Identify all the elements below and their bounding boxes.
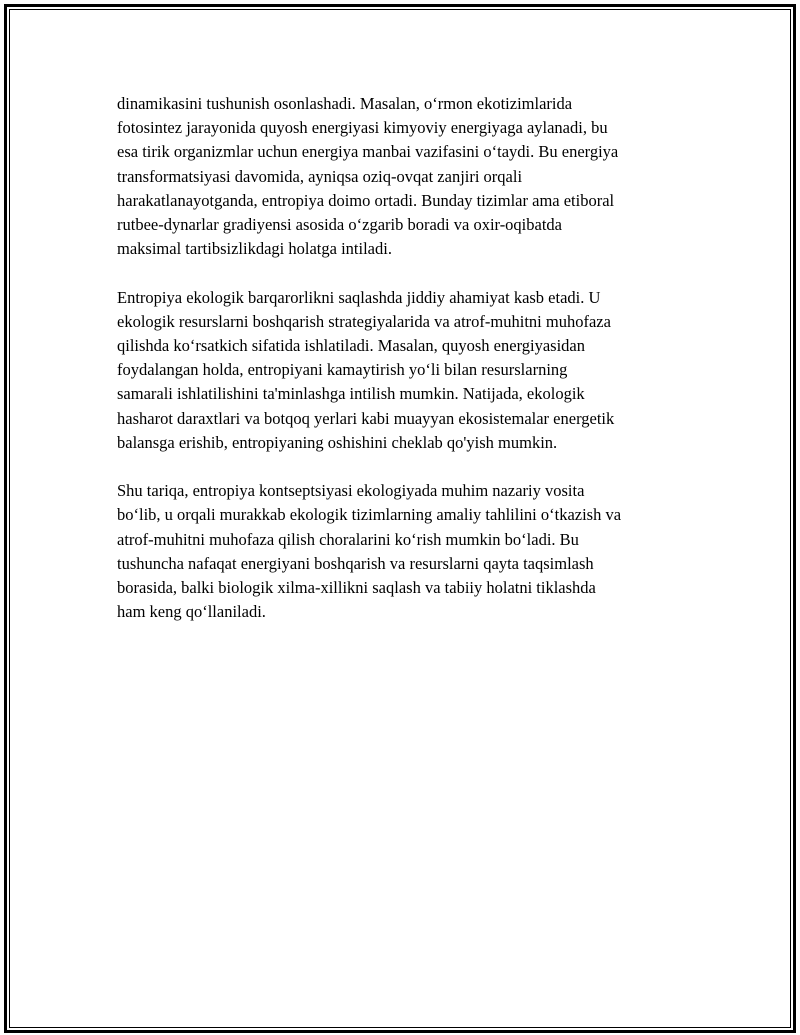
paragraph-1: dinamikasini tushunish osonlashadi. Masalan, o‘rmon ekotizimlarida fotosintez jarayonida quyosh energiyasi kimyoviy energiyaga aylanadi, bu esa tirik organizmlar uchun energiya manbai vazifasini o‘taydi. Bu energiya transformatsiyasi davomida, ayniqsa oziq-ovqat zanjiri orqali harakatlanayotganda, entropiya doimo ortadi. Bunday tizimlar ama etiboral rutbee-dynarlar gradiyensi asosida o‘zgarib boradi va oxir-oqibatda maksimal tartibsizlikdagi holatga intiladi. — [117, 94, 619, 259]
paragraph-3: Shu tariqa, entropiya kontseptsiyasi ekologiyada muhim nazariy vosita bo‘lib, u orqali murakkab ekologik tizimlarning amaliy tahlilini o‘tkazish va atrof-muhitni muhofaza qilish choralarini ko‘rish mumkin bo‘ladi. Bu tushuncha nafaqat energiyani boshqarish va resurslarni qayta taqsimlash borasida, balki biologik xilma-xillikni saqlash va tabiiy holatni tiklashda ham keng qo‘llaniladi. — [117, 481, 622, 622]
paragraph-2: Entropiya ekologik barqarorlikni saqlashda jiddiy ahamiyat kasb etadi. U ekologik resurslarni boshqarish strategiyalarida va atrof-muhitni muhofaza qilishda ko‘rsatkich sifatida ishlatiladi. Masalan, quyosh energiyasidan foydalangan holda, entropiyani kamaytirish yo‘li bilan resurslarning samarali ishlatilishini ta'minlashga intilish mumkin. Natijada, ekologik hasharot daraxtlari va botqoq yerlari kabi muayyan ekosistemalar energetik balansga erishib, entropiyaning oshishini cheklab qo'yish mumkin. — [117, 287, 615, 452]
document-body — [117, 92, 697, 649]
